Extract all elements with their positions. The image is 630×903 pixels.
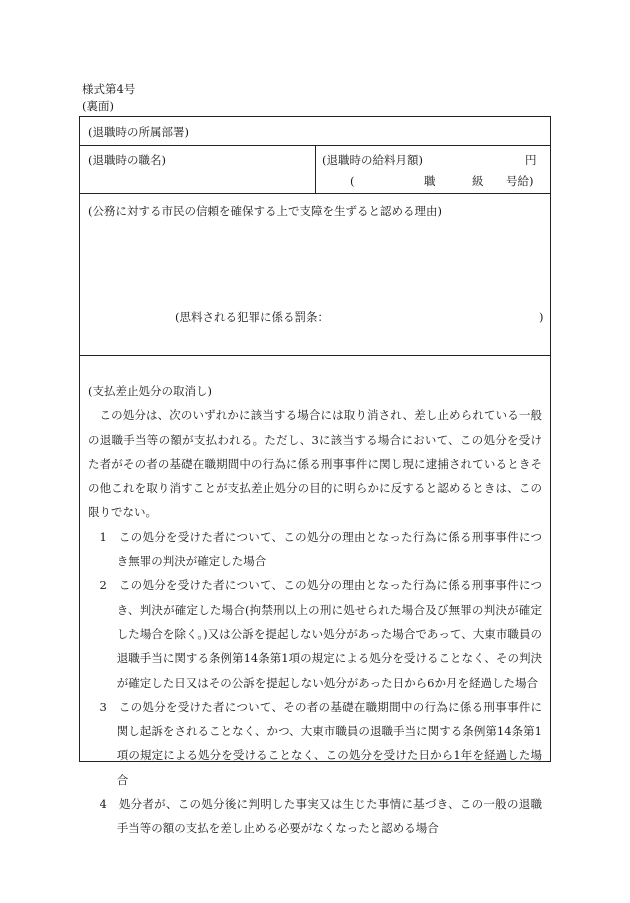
condition-item-2: 2 この処分を受けた者について、この処分の理由となった行為に係る刑事事件につき、判決が確定した場合(拘禁刑以上の刑に処せられた場合及び無罪の判決が確定した場合を除く。)又は公訴を提起しない処分があった場合であって、大東市職員の退職手当に関する条例第14条第1項の規定による処分を受けることなく、その判決が確定した日又はその公訴を提起しない処分があった日から6か月を経過した場合 <box>99 578 542 690</box>
grade-shoku-unit: 職 <box>424 174 436 188</box>
department-label: (退職時の所属部署) <box>88 125 189 139</box>
salary-yen-unit: 円 <box>525 153 537 167</box>
row-divider <box>80 355 550 356</box>
position-label: (退職時の職名) <box>88 153 166 167</box>
cancellation-intro: この処分は、次のいずれかに該当する場合には取り消され、差し止められている一般の退職手当等の額が支払われる。ただし、3に該当する場合において、この処分を受けた者がその者の基礎在職期間中の行為に係る刑事事件に関し現に逮捕されているときその他これを取り消すことが支払差止処分の目的に明らかに反すると認めるときは、この限りでない。 <box>88 408 542 520</box>
page-side-label: (裏面) <box>82 99 114 113</box>
condition-item-4: 4 処分者が、この処分後に判明した事実又は生じた事情に基づき、この一般の退職手当等の額の支払を差し止める必要がなくなったと認める場合 <box>99 797 542 836</box>
reason-label: (公務に対する市民の信頼を確保する上で支障を生ずると認める理由) <box>88 204 442 218</box>
cancellation-section <box>88 379 542 841</box>
penalty-clause-label: (思料される犯罪に係る罰条： <box>175 310 329 324</box>
cancellation-heading: (支払差止処分の取消し) <box>88 384 212 398</box>
grade-kyu-unit: 級 <box>472 174 484 188</box>
row-divider <box>80 193 550 194</box>
grade-open-paren: ( <box>350 174 355 188</box>
penalty-clause-close: ) <box>539 310 544 324</box>
salary-label: (退職時の給料月額) <box>322 153 423 167</box>
form-table <box>79 116 551 836</box>
condition-item-1: 1 この処分を受けた者について、この処分の理由となった行為に係る刑事事件につき無罪の判決が確定した場合 <box>99 529 542 569</box>
column-divider <box>315 145 316 193</box>
condition-item-3: 3 この処分を受けた者について、その者の基礎在職期間中の行為に係る刑事事件に関し起訴をされることなく、かつ、大東市職員の退職手当に関する条例第14条第1項の規定による処分を受けることなく、この処分を受けた日から1年を経過した場合 <box>99 699 542 787</box>
form-number: 様式第4号 <box>82 82 136 96</box>
grade-gou-unit: 号給) <box>506 174 534 188</box>
